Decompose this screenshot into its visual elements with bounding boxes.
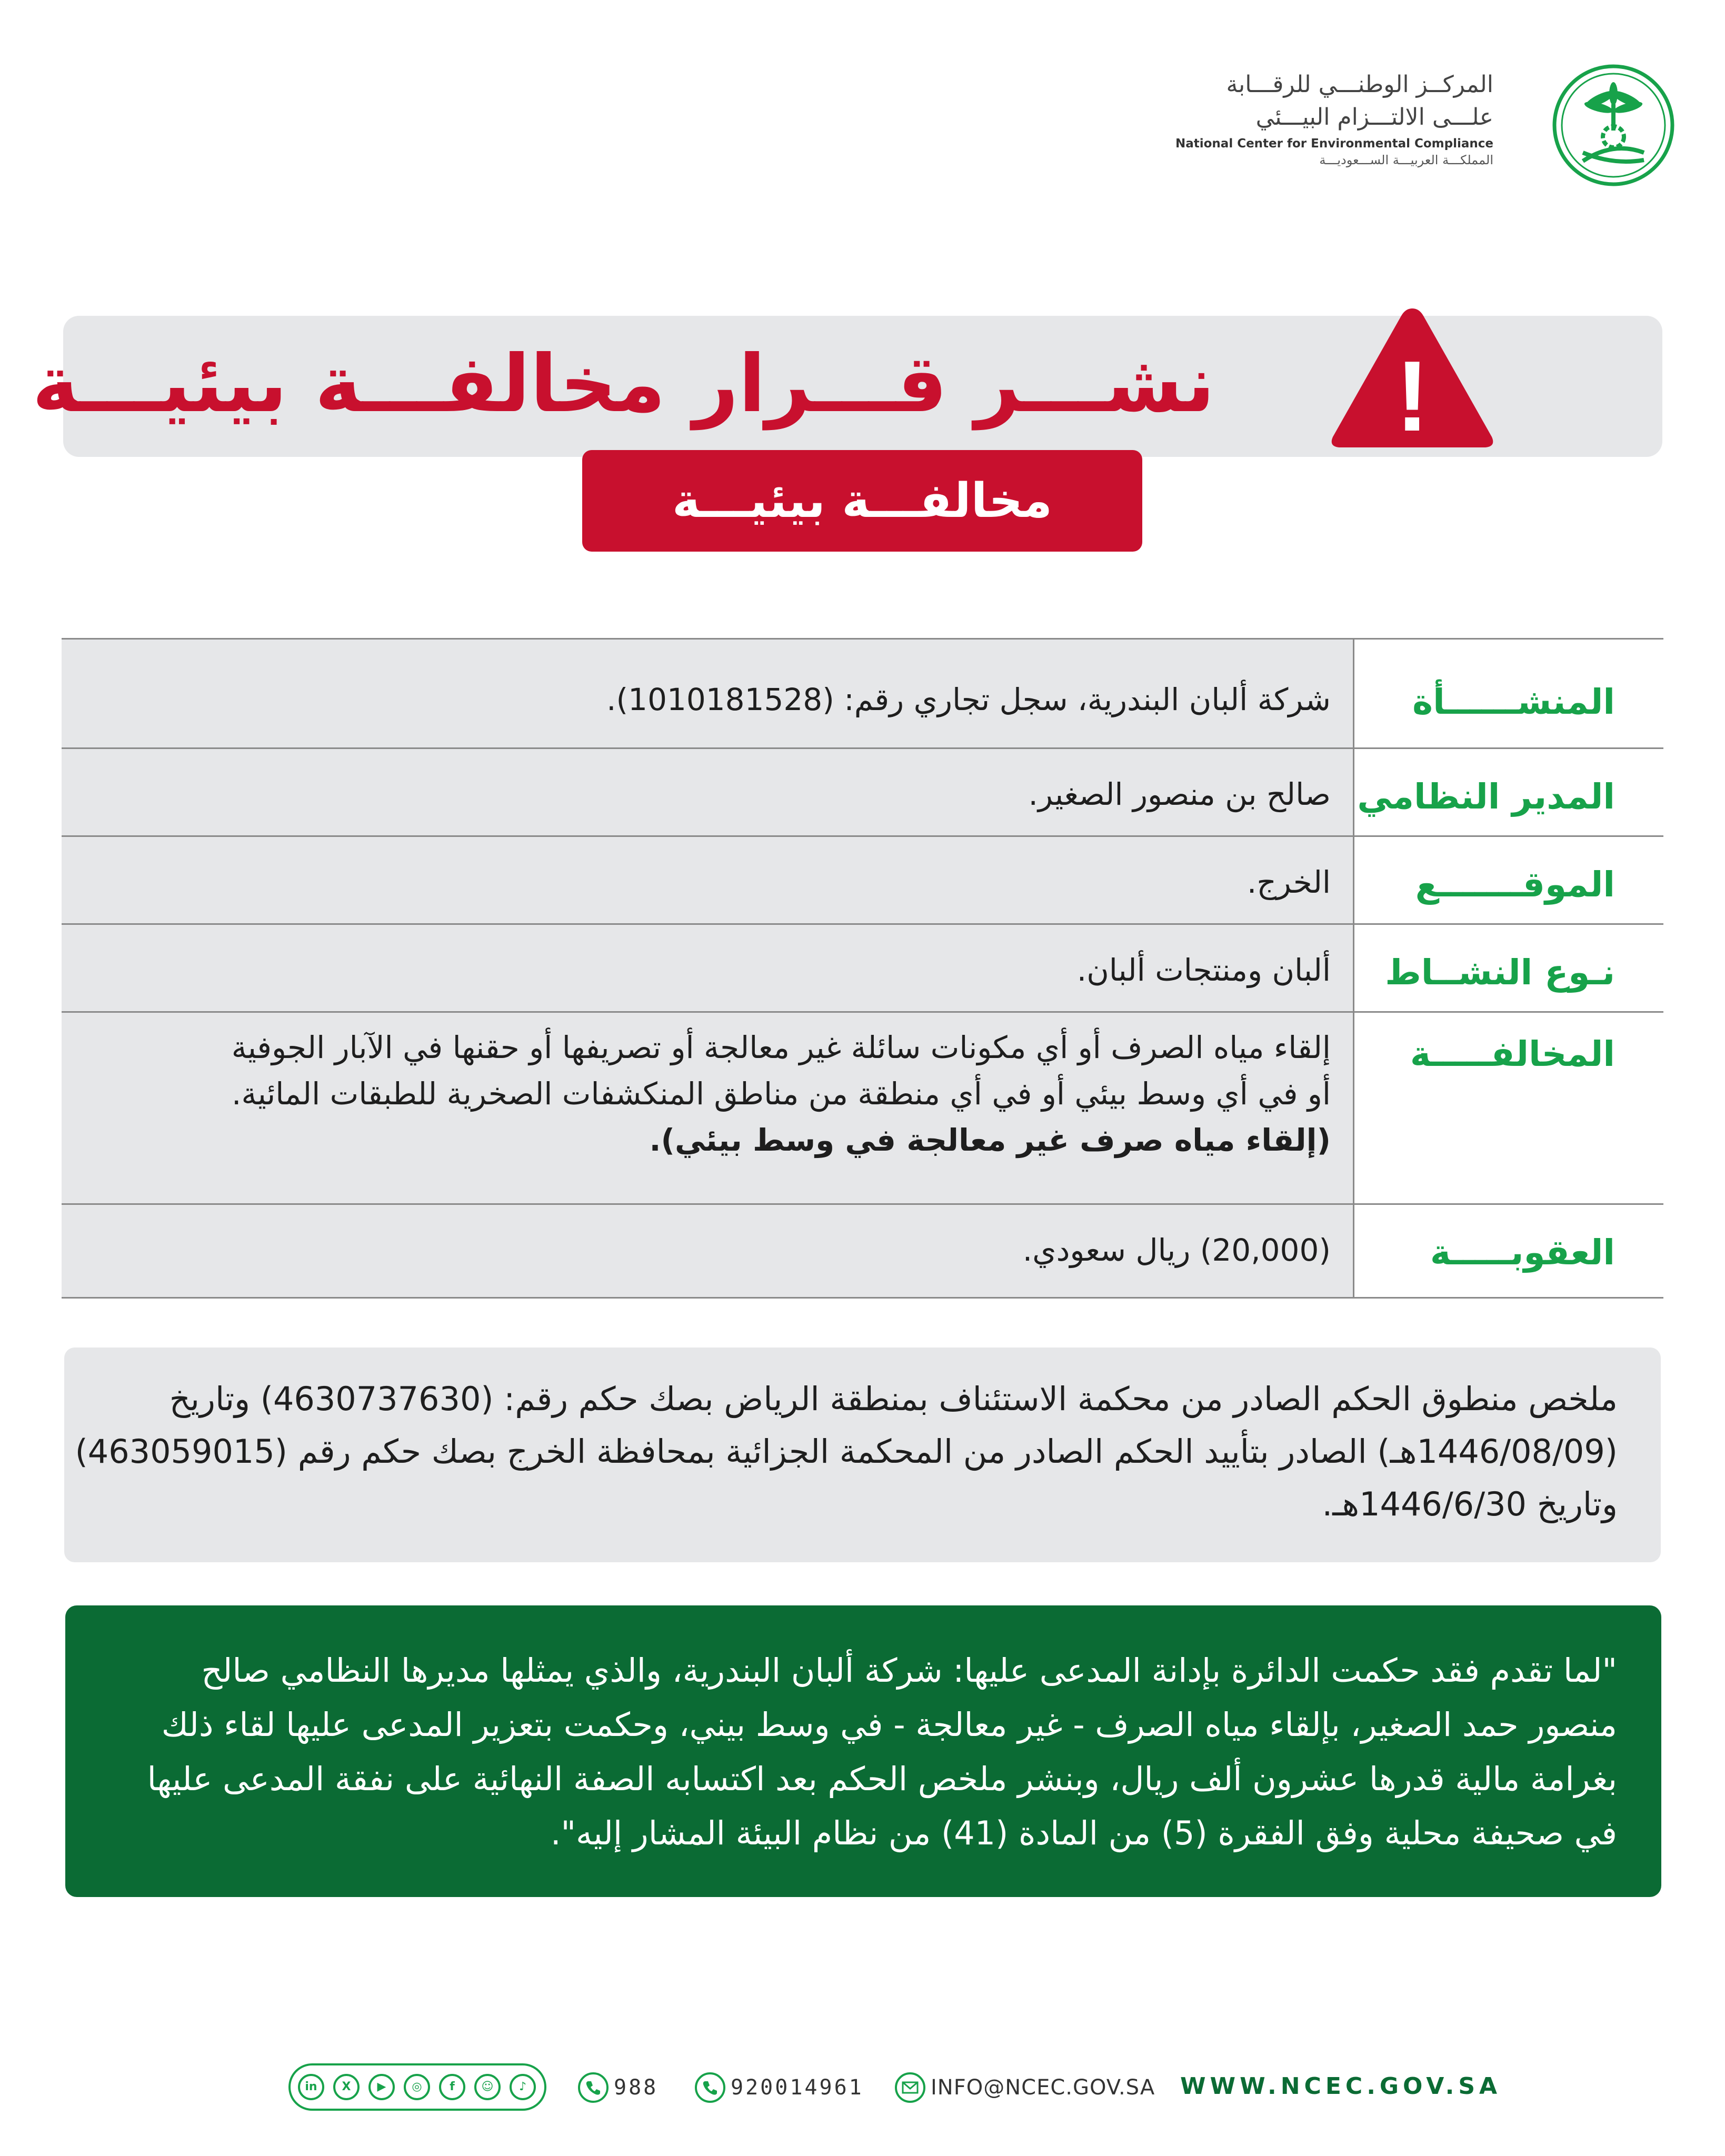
org-name-en: National Center for Environmental Compliance: [1175, 137, 1493, 151]
short-number-contact[interactable]: [578, 2067, 658, 2109]
short-number: 988: [614, 2075, 659, 2100]
row-label: الموقـــــــع: [1353, 837, 1663, 923]
org-country-ar: المملكـــة العربيـــة الســـعوديـــة: [1319, 153, 1493, 167]
table-row-violation: [62, 1011, 1663, 1203]
verdict-summary-box: [64, 1348, 1661, 1562]
warning-triangle-icon: [1325, 299, 1499, 452]
row-value: الخرج.: [1247, 864, 1331, 900]
title-banner: [32, 316, 1662, 457]
instagram-icon[interactable]: ◎: [404, 2074, 430, 2100]
table-row-activity: [62, 923, 1663, 1011]
row-label: المنشــــــأة: [1353, 640, 1663, 747]
phone-icon: [578, 2072, 609, 2103]
email-contact[interactable]: [895, 2067, 1155, 2109]
summary-line: ملخص منطوق الحكم الصادر من محكمة الاستئناف بمنطقة الرياض بصك حكم رقم: (4630737630) وتاريخ: [169, 1380, 1618, 1418]
ruling-line: في صحيفة محلية وفق الفقرة (5) من المادة (41) من نظام البيئة المشار إليه".: [550, 1814, 1617, 1852]
snapchat-icon[interactable]: ☺: [474, 2074, 501, 2100]
table-row-location: [62, 835, 1663, 923]
mail-icon: [895, 2072, 925, 2103]
email-address: INFO@NCEC.GOV.SA: [931, 2075, 1155, 2100]
website-link[interactable]: WWW.NCEC.GOV.SA: [1180, 2073, 1502, 2100]
ruling-line: بغرامة مالية قدرها عشرون ألف ريال، وبنشر ملخص الحكم بعد اكتسابه الصفة النهائية على نفقة المدعى عليها: [147, 1760, 1617, 1798]
summary-line: وتاريخ 1446/6/30هـ.: [1322, 1485, 1618, 1523]
violation-details-table: [62, 638, 1663, 1299]
phone-contact[interactable]: [695, 2067, 864, 2109]
row-value: صالح بن منصور الصغير.: [1028, 776, 1331, 812]
subtitle-text: مخالفـــة بيئيـــة: [672, 473, 1053, 528]
organization-name: [1093, 68, 1493, 167]
violation-line: إلقاء مياه الصرف أو أي مكونات سائلة غير معالجة أو تصريفها أو حقنها في الآبار الجوفية: [231, 1030, 1331, 1065]
org-name-ar-line2: علـــى الالتـــزام البيـــئي: [1255, 104, 1493, 131]
summary-line: (1446/08/09هـ) الصادر بتأييد الحكم الصادر من المحكمة الجزائية بمحافظة الخرج بصك حكم رقم (463059015): [75, 1432, 1618, 1471]
facebook-icon[interactable]: f: [439, 2074, 465, 2100]
table-row-penalty: [62, 1203, 1663, 1299]
ncec-emblem-logo: [1550, 62, 1677, 188]
subtitle-badge: [582, 450, 1142, 552]
row-label: نـوع النشــاط: [1353, 925, 1663, 1011]
phone-icon: [695, 2072, 725, 2103]
ruling-line: منصور حمد الصغير، بإلقاء مياه الصرف - غير معالجة - في وسط بيني، وحكمت بتعزير المدعى عليها لقاء ذلك: [161, 1705, 1617, 1744]
youtube-icon[interactable]: ▶: [368, 2074, 395, 2100]
ruling-quote-box: [65, 1605, 1661, 1897]
org-name-ar-line1: المركــز الوطنـــي للرقـــابة: [1226, 71, 1493, 98]
row-value: شركة ألبان البندرية، سجل تجاري رقم: (1010181528).: [606, 682, 1331, 717]
row-value: ألبان ومنتجات ألبان.: [1076, 952, 1331, 988]
violation-line: أو في أي وسط بيئي أو في أي منطقة من مناطق المنكشفات الصخرية للطبقات المائية.: [232, 1076, 1331, 1112]
x-icon[interactable]: X: [333, 2074, 360, 2100]
table-row-facility: [62, 638, 1663, 747]
social-links: [288, 2063, 546, 2111]
row-value: [62, 1013, 1353, 1203]
tiktok-icon[interactable]: ♪: [510, 2074, 536, 2100]
page-title: نشـــر قـــرار مخالفـــة بيئيـــة: [32, 338, 1215, 430]
table-row-manager: [62, 747, 1663, 835]
ruling-line: "لما تقدم فقد حكمت الدائرة بإدانة المدعى عليها: شركة ألبان البندرية، والذي يمثلها مديرها النظامي صالح: [201, 1651, 1617, 1690]
row-label: العقوبـــــة: [1353, 1205, 1663, 1297]
violation-summary: (إلقاء مياه صرف غير معالجة في وسط بيئي).: [649, 1122, 1331, 1158]
svg-text:!: !: [1395, 341, 1429, 452]
row-value: (20,000) ريال سعودي.: [1022, 1232, 1331, 1268]
linkedin-icon[interactable]: in: [298, 2074, 324, 2100]
row-label: المدير النظامي: [1353, 749, 1663, 835]
row-label: المخالفـــــة: [1353, 1013, 1663, 1203]
footer: [0, 2063, 1725, 2114]
phone-number: 920014961: [731, 2075, 864, 2100]
